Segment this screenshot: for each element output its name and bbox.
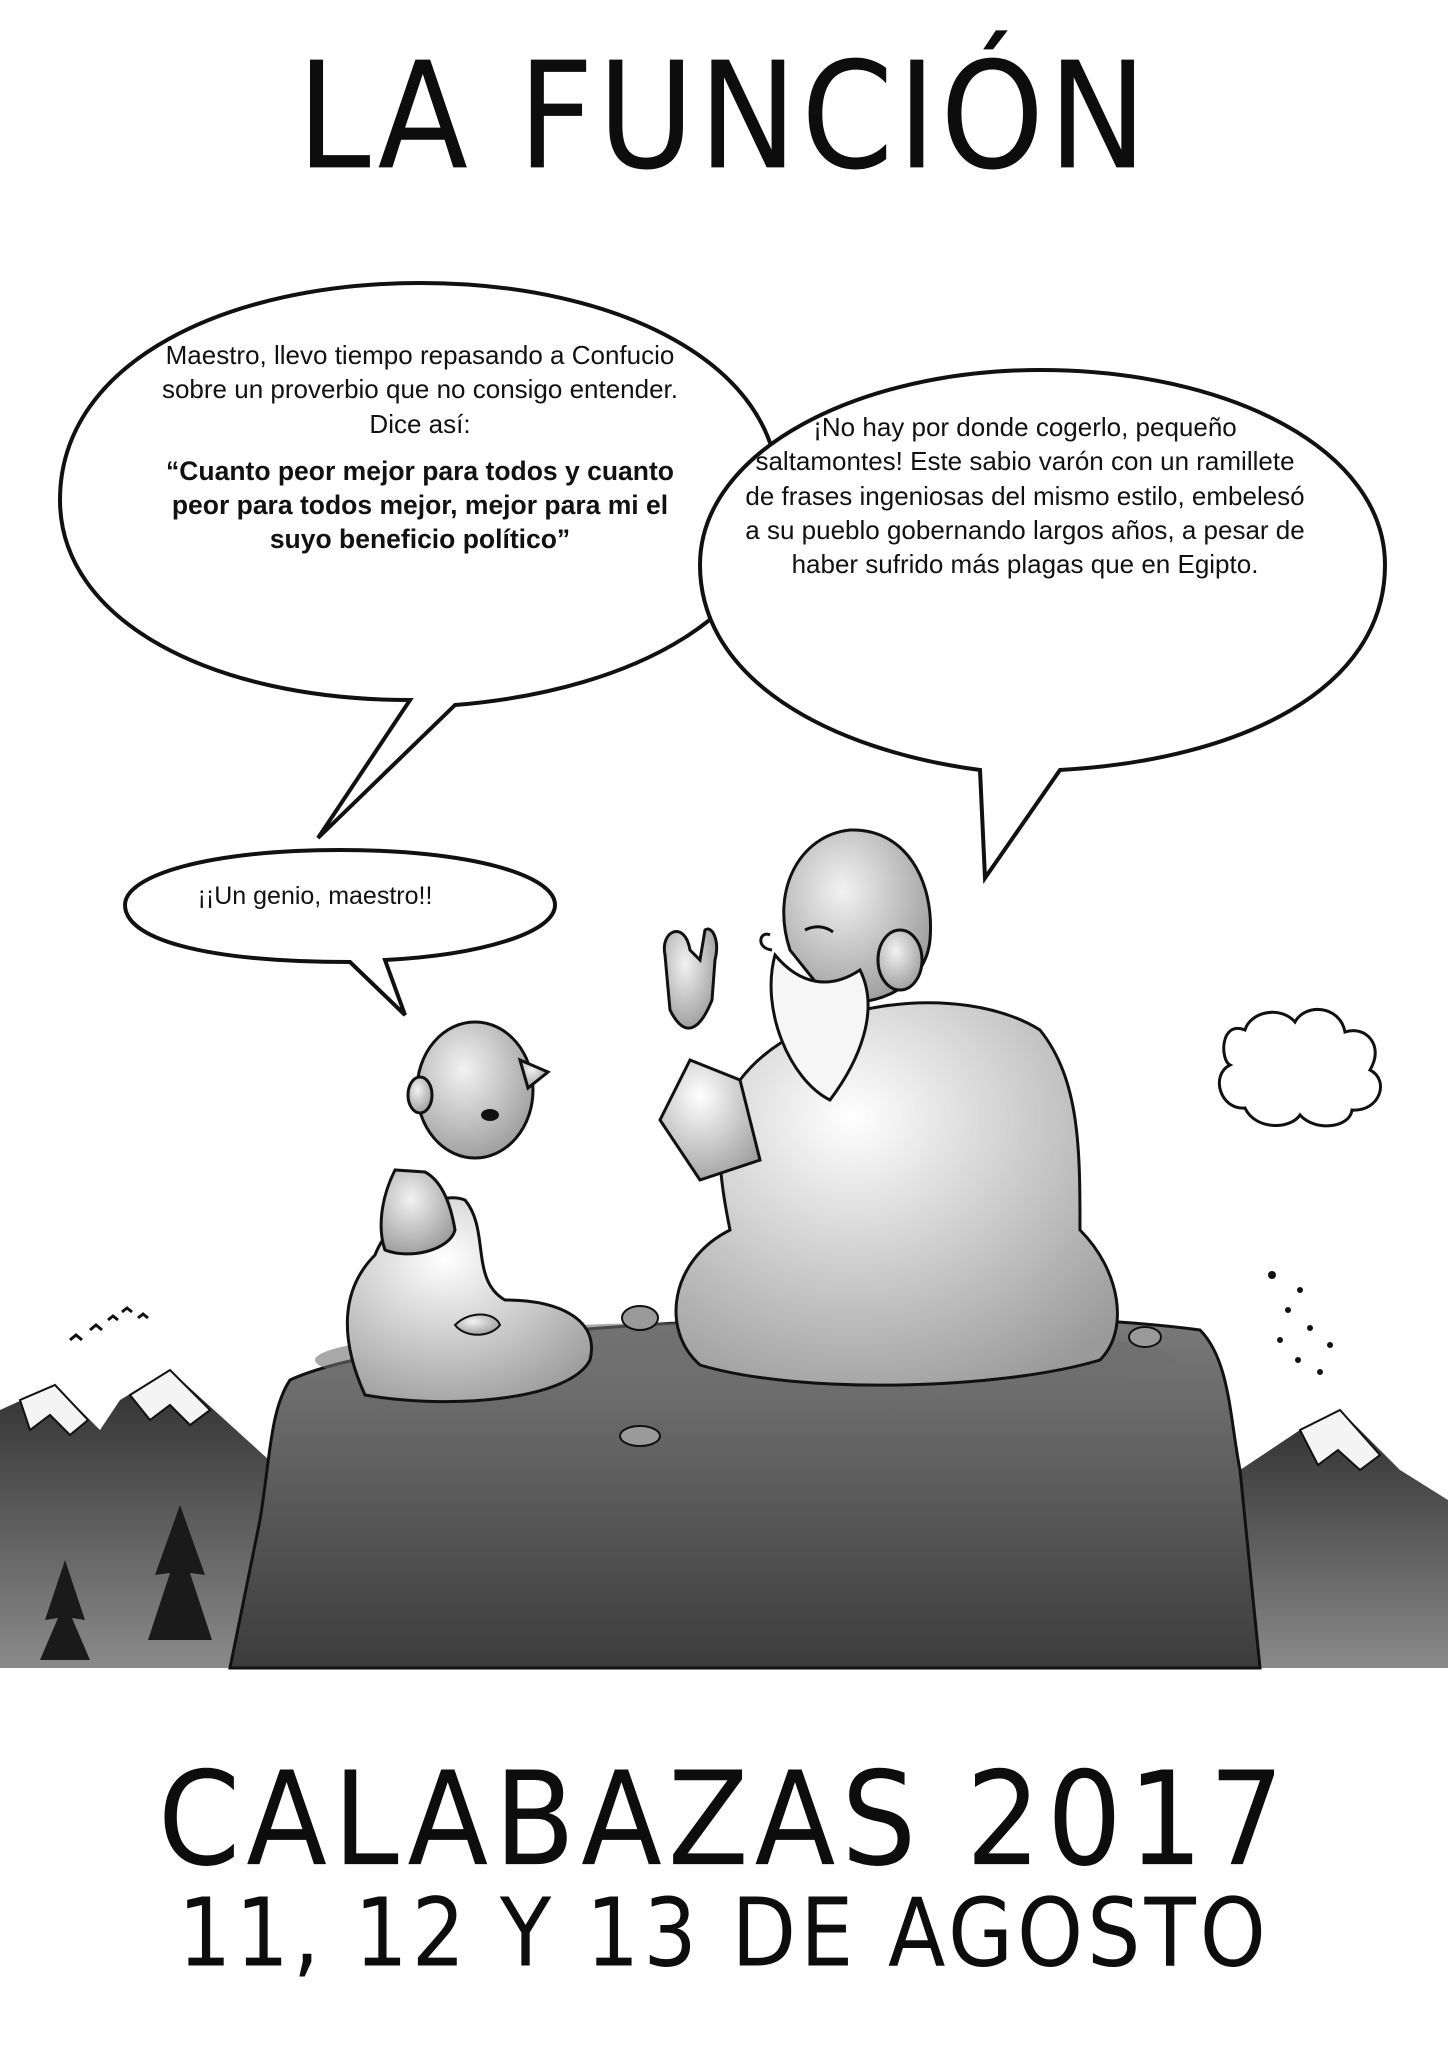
student-question-intro: Maestro, llevo tiempo repasando a Confucio sobre un proverbio que no consigo entender. Dice así:: [161, 340, 679, 439]
speech-bubble-student-reply: [125, 850, 555, 1015]
student-monk: [347, 1022, 591, 1402]
event-title: CALABAZAS 2017: [157, 1743, 1291, 1895]
birds-left: [70, 1308, 148, 1340]
master-answer-text: ¡No hay por donde cogerlo, pequeño saltamontes! Este sabio varón con un ramillete de frases ingeniosas del mismo estilo, embelesó a su pueblo gobernando largos años, a pesar de haber sufrido más plagas que en Egipto.: [745, 412, 1305, 580]
student-reply-text: ¡¡Un genio, maestro!!: [197, 882, 433, 910]
cloud-icon: [1219, 1009, 1380, 1125]
confucius-quote: “Cuanto peor mejor para todos y cuanto peor para todos mejor, mejor para mi el suyo beneficio político”: [166, 455, 674, 554]
poster-title: LA FUNCIÓN: [297, 30, 1151, 204]
student-question-text: [140, 338, 700, 557]
event-dates: 11, 12 Y 13 DE AGOSTO: [178, 1878, 1270, 1988]
birds-right: [1268, 1271, 1333, 1375]
master-sage: [660, 830, 1117, 1385]
